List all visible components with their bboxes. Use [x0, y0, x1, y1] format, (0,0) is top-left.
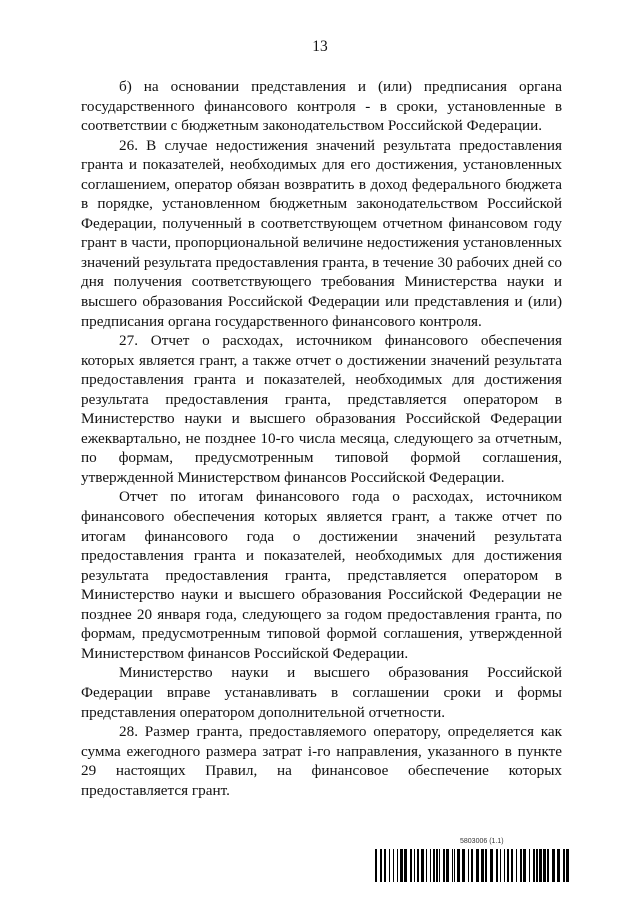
- barcode-bar: [457, 849, 460, 882]
- barcode-bar: [539, 849, 542, 882]
- barcode-bar: [536, 849, 538, 882]
- barcode-bar: [433, 849, 435, 882]
- paragraph-28: 28. Размер гранта, предоставляемого оператору, определяется как сумма ежегодного размера затрат i-го направления, указанного в пункте 29 настоящих Правил, на финансовое обеспечение которых предоставляется грант.: [81, 723, 562, 799]
- barcode-bar: [404, 849, 407, 882]
- barcode-bar: [443, 849, 445, 882]
- barcode-bar: [529, 849, 530, 882]
- barcode-bar: [520, 849, 522, 882]
- barcode-bar: [389, 849, 390, 882]
- barcode-bar: [436, 849, 438, 882]
- barcode-bar: [552, 849, 555, 882]
- barcode-bar: [547, 849, 549, 882]
- paragraph-additional-reporting: Министерство науки и высшего образования Российской Федерации вправе устанавливать в соглашении сроки и формы представления оператором дополнительной отчетности.: [81, 664, 562, 721]
- barcode-bar: [533, 849, 535, 882]
- barcode-bar: [384, 849, 386, 882]
- barcode-bar: [523, 849, 526, 882]
- barcode-bar: [557, 849, 560, 882]
- barcode-bar: [380, 849, 382, 882]
- barcode-bar: [485, 849, 487, 882]
- barcode-bar: [500, 849, 501, 882]
- barcode-bar: [400, 849, 403, 882]
- barcode-bar: [446, 849, 449, 882]
- paragraph-26: 26. В случае недостижения значений результата предоставления гранта и показателей, необходимых для его достижения, установленных соглашением, оператор обязан возвратить в доход федерального бюджета в порядке, установленном бюджетным законодательством Российской Федерации, полученный в соответствующем отчетном финансовом году грант в части, пропорциональной величине недостижения установленных значений результата предоставления гранта, в течение 30 рабочих дней со дня получения соответствующего требования Министерства науки и высшего образования Российской Федерации или представления и (или) предписания органа государственного финансового контроля.: [81, 136, 562, 330]
- page-number: 13: [312, 38, 328, 55]
- barcode-bar: [417, 849, 419, 882]
- document-barcode: [375, 838, 571, 883]
- barcode-bar: [410, 849, 412, 882]
- barcode-bars: [375, 849, 571, 882]
- barcode-code: 5803006 (1.1): [460, 838, 504, 845]
- barcode-bar: [490, 849, 493, 882]
- barcode-bar: [468, 849, 469, 882]
- barcode-bar: [439, 849, 440, 882]
- barcode-bar: [504, 849, 505, 882]
- barcode-bar: [481, 849, 484, 882]
- barcode-bar: [496, 849, 498, 882]
- paragraph-annual-report: Отчет по итогам финансового года о расходах, источником финансового обеспечения которых является грант, а также отчет по итогам финансового года о достижении значений результата предоставления гранта и показателей, необходимых для достижения результата предоставления гранта, представляется оператором в Министерство науки и высшего образования Российской Федерации не позднее 20 января года, следующего за годом предоставления гранта, по формам, предусмотренным типовой формой соглашения, утвержденной Министерством финансов Российской Федерации.: [81, 488, 562, 662]
- barcode-bar: [430, 849, 431, 882]
- barcode-bar: [452, 849, 453, 882]
- barcode-bar: [454, 849, 455, 882]
- paragraph-25b: б) на основании представления и (или) предписания органа государственного финансового контроля - в сроки, установленные в соответствии с бюджетным законодательством Российской Федерации.: [81, 78, 562, 135]
- barcode-bar: [476, 849, 479, 882]
- barcode-bar: [426, 849, 427, 882]
- barcode-bar: [397, 849, 398, 882]
- barcode-bar: [511, 849, 513, 882]
- barcode-bar: [563, 849, 565, 882]
- barcode-bar: [462, 849, 465, 882]
- barcode-bar: [375, 849, 377, 882]
- paragraph-27: 27. Отчет о расходах, источником финансового обеспечения которых является грант, а также отчет о достижении значений результата предоставления гранта и показателей, необходимых для достижения результата предоставления гранта, представляется оператором в Министерство науки и высшего образования Российской Федерации ежеквартально, не позднее 10-го числа месяца, следующего за отчетным, по формам, предусмотренным типовой формой соглашения, утвержденной Министерством финансов Российской Федерации.: [81, 332, 562, 486]
- barcode-bar: [471, 849, 473, 882]
- barcode-bar: [393, 849, 394, 882]
- barcode-bar: [414, 849, 415, 882]
- barcode-bar: [507, 849, 509, 882]
- barcode-bar: [566, 849, 569, 882]
- barcode-bar: [421, 849, 424, 882]
- barcode-bar: [516, 849, 517, 882]
- barcode-bar: [543, 849, 546, 882]
- document-body: [81, 77, 562, 800]
